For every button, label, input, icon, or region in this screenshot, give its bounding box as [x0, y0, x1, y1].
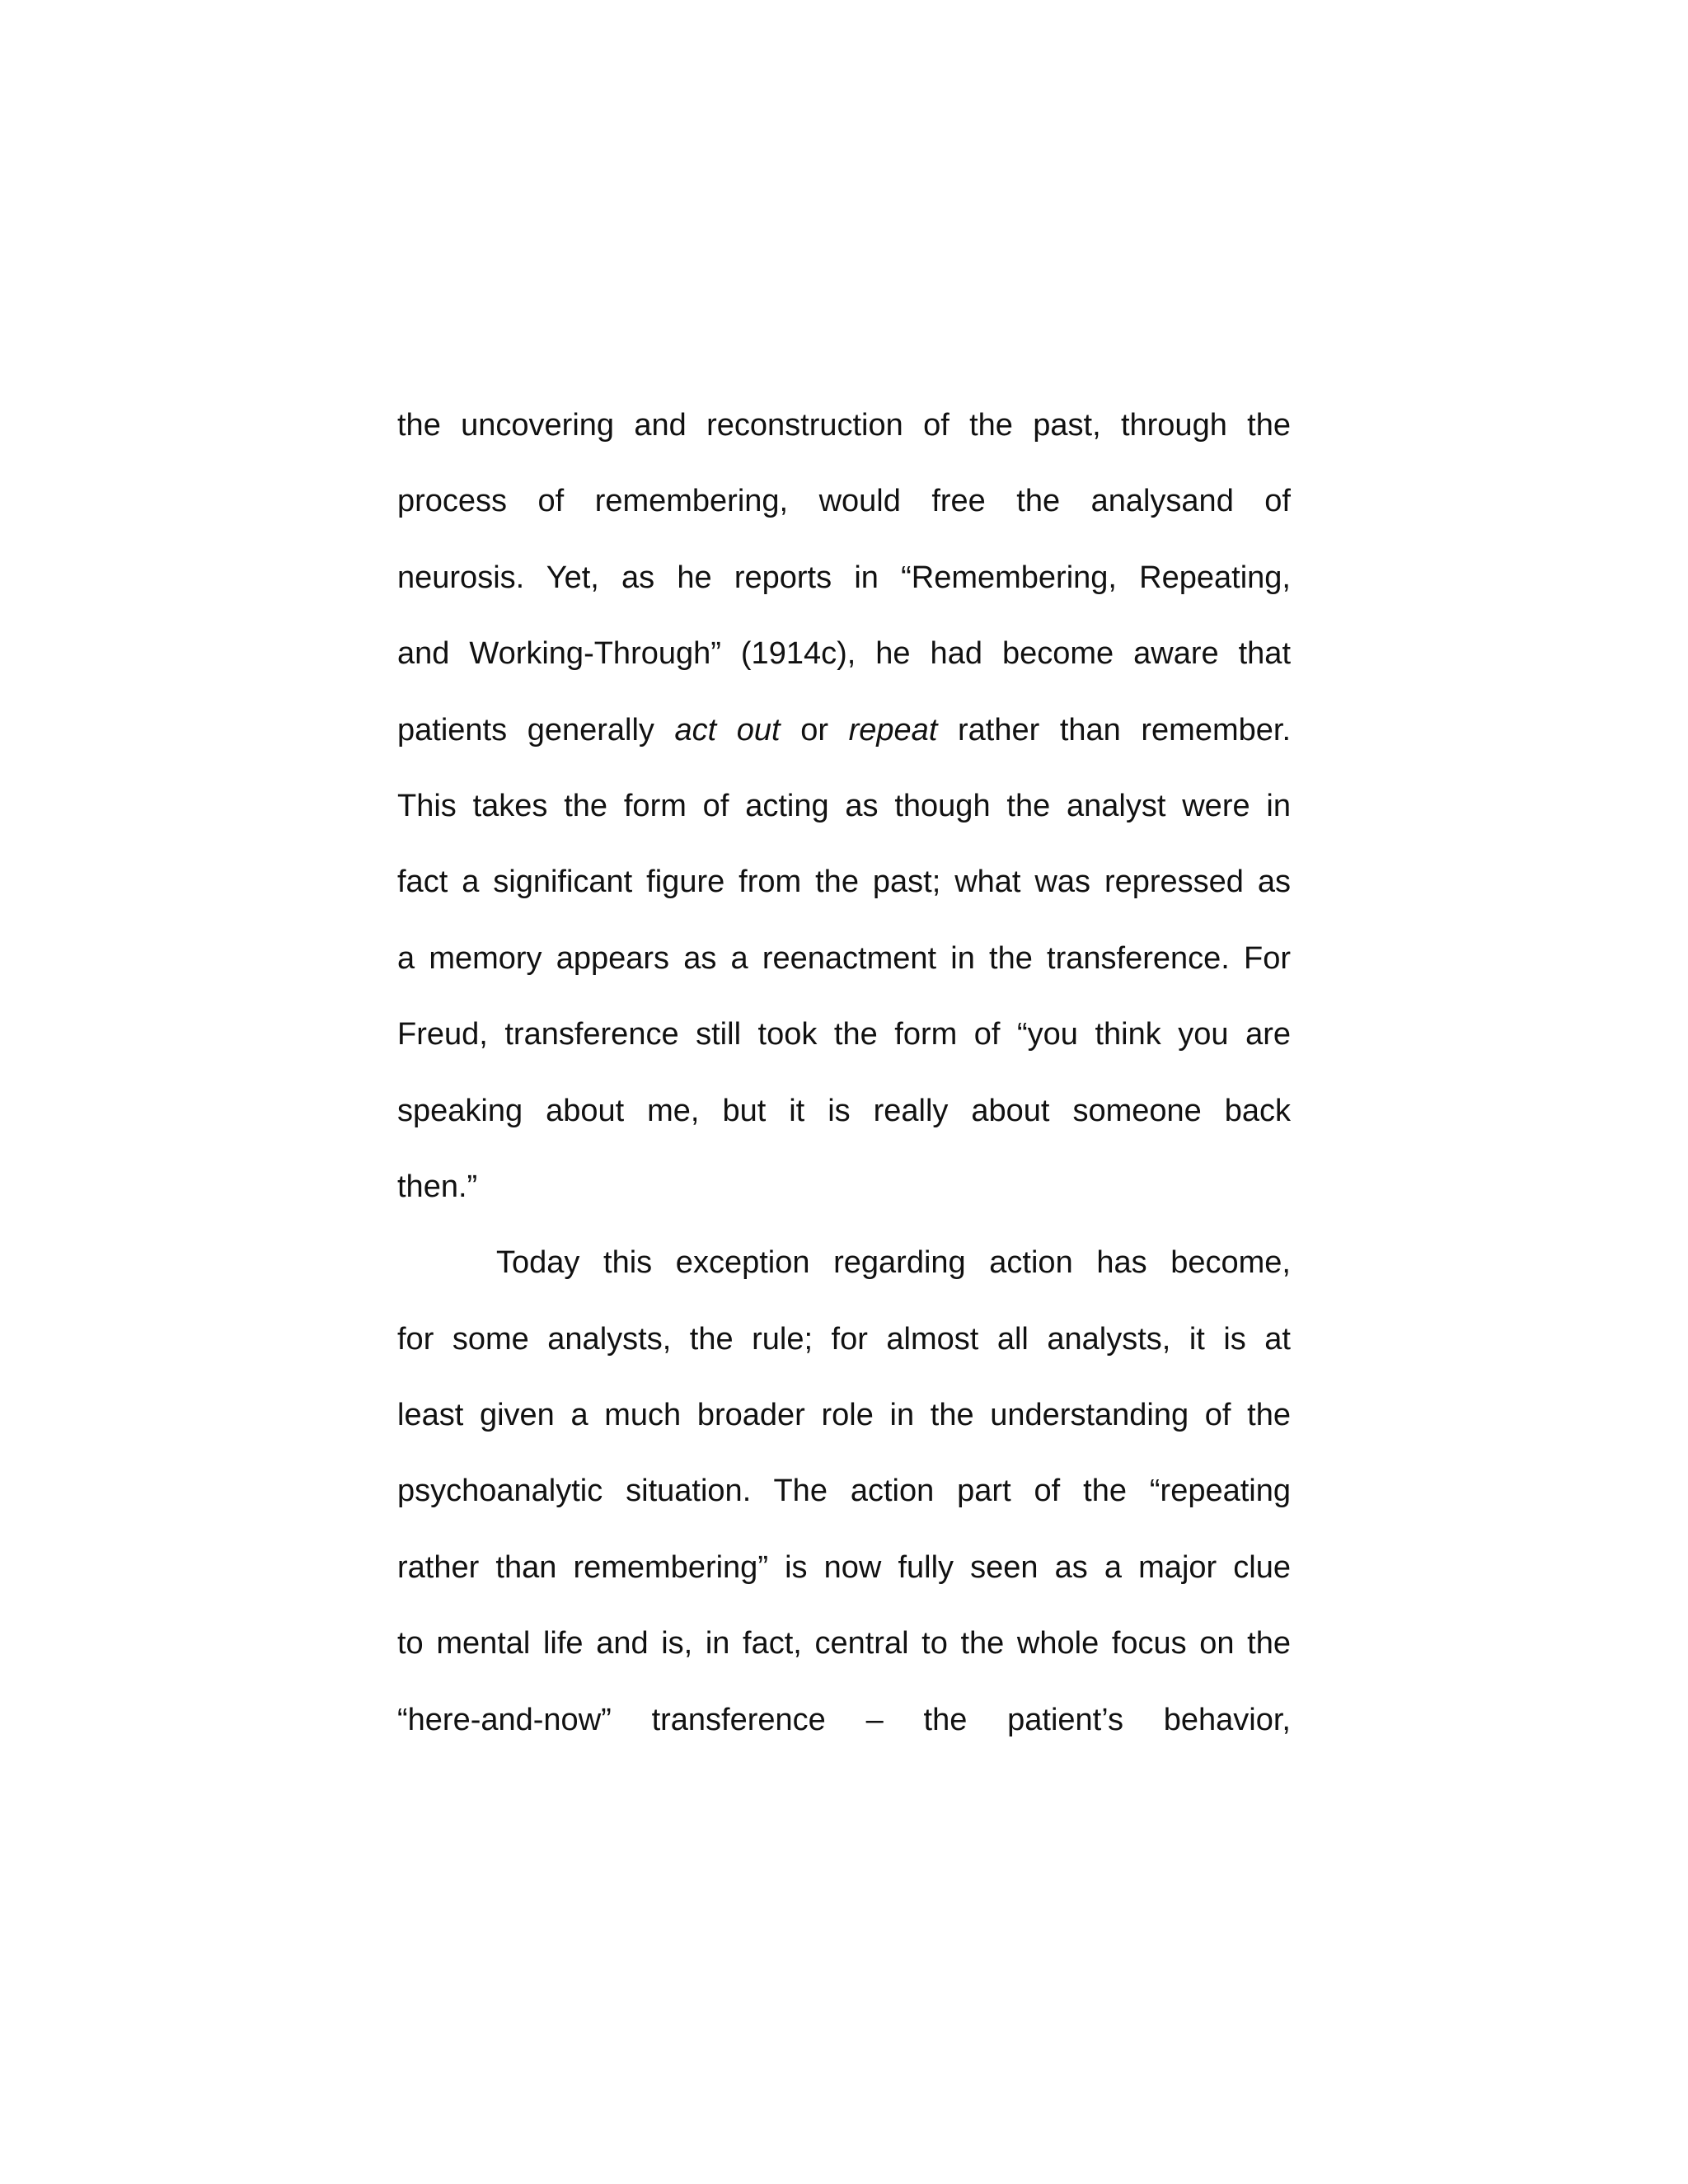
italic-text: act out [674, 712, 781, 748]
text-line: a memory appears as a reenactment in the transference. For [397, 940, 1291, 976]
text-line: then.” [397, 1169, 478, 1204]
text-line: process of remembering, would free the analysand of [397, 484, 1291, 519]
text-line: rather than remembering” is now fully seen as a major clue [397, 1549, 1291, 1585]
italic-text: repeat [848, 712, 938, 748]
text-line: for some analysts, the rule; for almost all analysts, it is at [397, 1321, 1291, 1357]
text-run: or [780, 712, 849, 748]
text-line: fact a significant figure from the past; what was repressed as [397, 865, 1291, 900]
text-line: neurosis. Yet, as he reports in “Remembering, Repeating, [397, 560, 1291, 595]
text-run: rather than remember. [937, 712, 1292, 748]
text-line: psychoanalytic situation. The action part of the “repeating [397, 1474, 1291, 1509]
text-line: and Working-Through” (1914c), he had become aware that [397, 636, 1291, 672]
text-line: “here-and-now” transference – the patient’s behavior, [397, 1702, 1291, 1737]
document-body [397, 387, 1291, 1758]
text-run: patients generally [397, 712, 675, 748]
paragraph-start-line: Today this exception regarding action has become, [496, 1245, 1291, 1281]
text-line: least given a much broader role in the understanding of the [397, 1398, 1291, 1433]
text-line: the uncovering and reconstruction of the past, through the [397, 408, 1291, 443]
text-line: to mental life and is, in fact, central to the whole focus on the [397, 1626, 1291, 1661]
text-line: This takes the form of acting as though the analyst were in [397, 788, 1291, 823]
text-line [397, 692, 1291, 768]
text-line: speaking about me, but it is really about someone back [397, 1093, 1291, 1128]
text-line: Freud, transference still took the form of “you think you are [397, 1017, 1291, 1052]
